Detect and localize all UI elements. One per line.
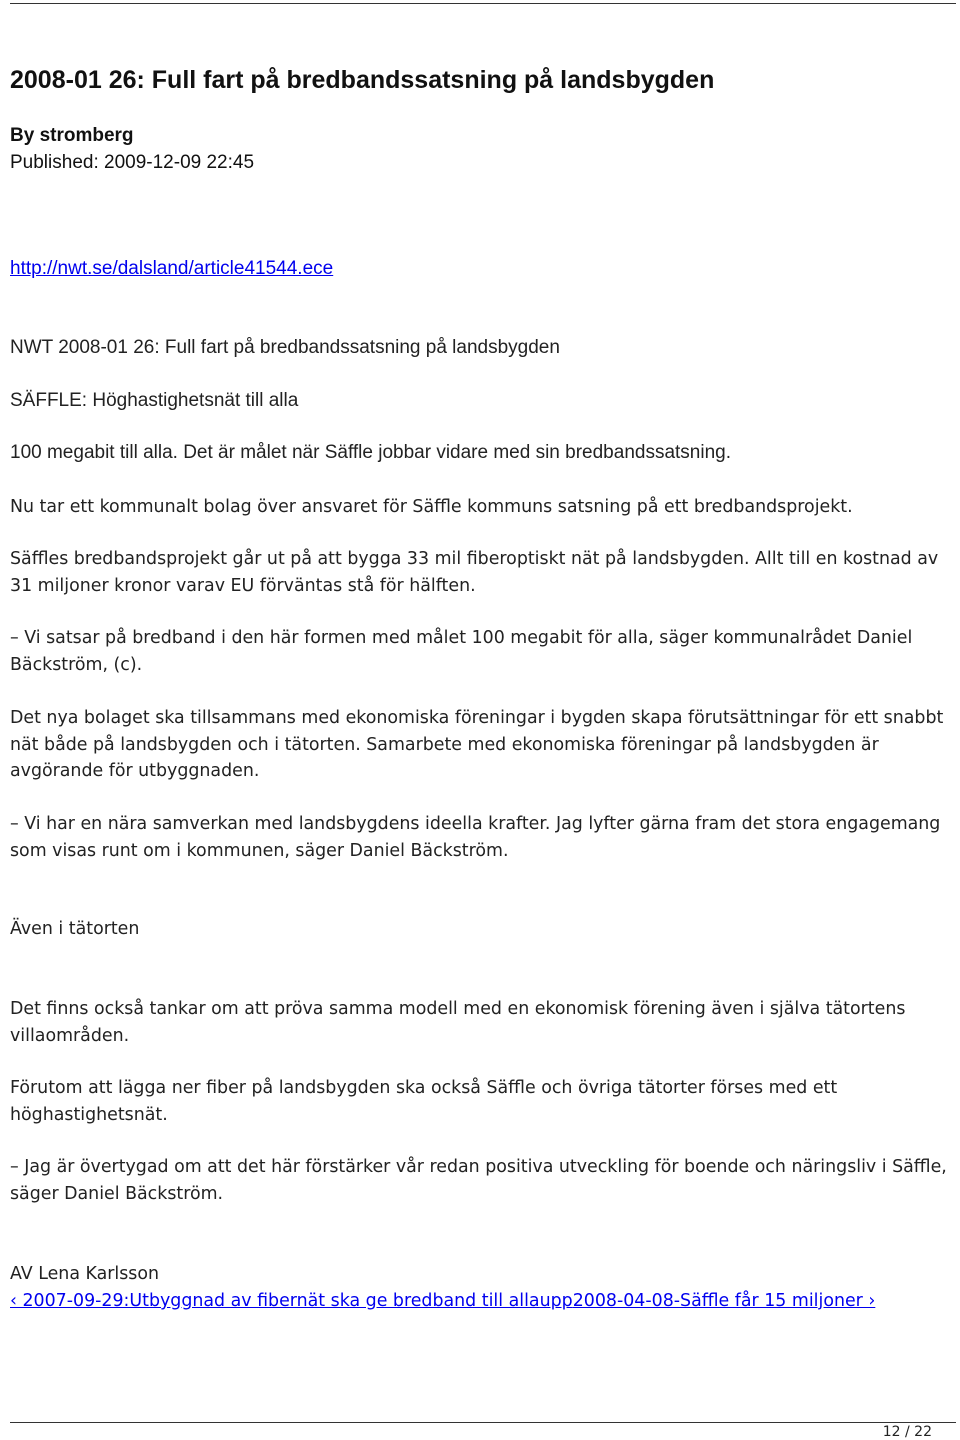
paragraph-7: Förutom att lägga ner fiber på landsbygden ska också Säffle och övriga tätorter förses med ett höghastighetsnät. (10, 1078, 838, 1125)
article-kicker: NWT 2008-01 26: Full fart på bredbandssatsning på landsbygden (10, 337, 560, 358)
author-credit: AV Lena Karlsson (10, 1264, 160, 1284)
up-link[interactable]: upp (539, 1291, 573, 1311)
paragraph-1: Nu tar ett kommunalt bolag över ansvaret för Säffle kommuns satsning på ett bredbandsprojekt. (10, 497, 853, 517)
article-lead: 100 megabit till alla. Det är målet när Säffle jobbar vidare med sin bredbandssatsning. (10, 442, 731, 463)
next-article-link[interactable]: 2008-04-08-Säffle får 15 miljoner › (572, 1291, 876, 1311)
paragraph-4: Det nya bolaget ska tillsammans med ekonomiska föreningar i bygden skapa förutsättningar för ett snabbt nät både på landsbygden och i tätorten. Samarbete med ekonomiska föreningar på landsbygden är avgörande för utbyggnaden. (10, 708, 944, 781)
source-link[interactable]: http://nwt.se/dalsland/article41544.ece (10, 258, 334, 279)
bottom-rule (10, 1422, 956, 1423)
paragraph-6: Det finns också tankar om att pröva samma modell med en ekonomisk förening även i själva tätortens villaområden. (10, 999, 906, 1046)
paragraph-2: Säffles bredbandsprojekt går ut på att bygga 33 mil fiberoptiskt nät på landsbygden. Allt till en kostnad av 31 miljoner kronor varav EU förväntas stå för hälften. (10, 549, 939, 596)
byline: By stromberg (10, 125, 134, 146)
paragraph-3: – Vi satsar på bredband i den här formen med målet 100 megabit för alla, säger kommunalrådet Daniel Bäckström, (c). (10, 628, 913, 675)
section-heading: Även i tätorten (10, 919, 140, 939)
article-title: 2008-01 26: Full fart på bredbandssatsning på landsbygden (10, 66, 715, 94)
page-number: 12 / 22 (882, 1424, 932, 1440)
book-navigation (10, 1288, 875, 1314)
previous-article-link[interactable]: ‹ 2007-09-29:Utbyggnad av fibernät ska ge bredband till alla (10, 1291, 540, 1311)
published-date: Published: 2009-12-09 22:45 (10, 152, 255, 173)
paragraph-5: – Vi har en nära samverkan med landsbygdens ideella krafter. Jag lyfter gärna fram det stora engagemang som visas runt om i kommunen, säger Daniel Bäckström. (10, 814, 941, 861)
article-subhead: SÄFFLE: Höghastighetsnät till alla (10, 390, 299, 411)
paragraph-8: – Jag är övertygad om att det här förstärker vår redan positiva utveckling för boende och näringsliv i Säffle, säger Daniel Bäckström. (10, 1157, 947, 1204)
top-rule (10, 3, 956, 4)
